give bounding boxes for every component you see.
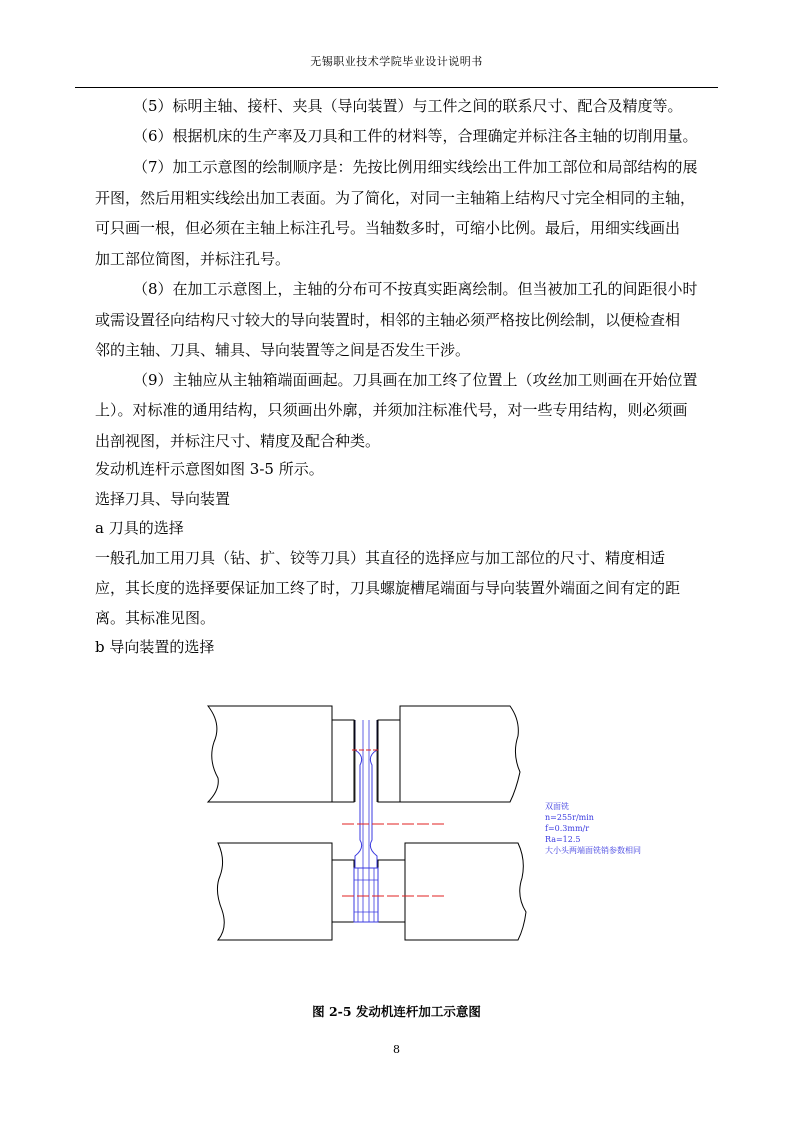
lower-right-guide xyxy=(378,860,405,922)
text-line: （9）主轴应从主轴箱端面画起。刀具画在加工终了位置上（攻丝加工则画在开始位置 xyxy=(133,371,698,389)
machining-note: 双面铣 xyxy=(545,802,569,811)
upper-left-block xyxy=(208,706,332,802)
machining-note: n=255r/min xyxy=(545,813,594,822)
text-line: 出剖视图，并标注尺寸、精度及配合种类。 xyxy=(95,432,381,450)
text-line: 一般孔加工用刀具（钻、扩、铰等刀具）其直径的选择应与加工部位的尺寸、精度相适 xyxy=(95,549,666,567)
text-line: 应，其长度的选择要保证加工终了时，刀具螺旋槽尾端面与导向装置外端面之间有定的距 xyxy=(95,579,681,597)
text-line: （7）加工示意图的绘制顺序是：先按比例用细实线绘出工件加工部位和局部结构的展 xyxy=(133,158,698,176)
text-line: 离。其标准见图。 xyxy=(95,609,216,627)
machining-note: Ra=12.5 xyxy=(545,835,581,844)
text-line: 邻的主轴、刀具、辅具、导向装置等之间是否发生干涉。 xyxy=(95,341,471,359)
text-line: 开图，然后用粗实线绘出加工表面。为了简化，对同一主轴箱上结构尺寸完全相同的主轴， xyxy=(95,189,696,207)
page-number: 8 xyxy=(393,1043,400,1056)
figure-caption: 图 2-5 发动机连杆加工示意图 xyxy=(312,1004,481,1019)
text-line: 加工部位简图，并标注孔号。 xyxy=(95,250,291,268)
text-line: （8）在加工示意图上，主轴的分布可不按真实距离绘制。但当被加工孔的间距很小时 xyxy=(133,280,698,298)
text-line: 发动机连杆示意图如图 3-5 所示。 xyxy=(95,460,324,478)
header-rule xyxy=(75,87,718,88)
lower-right-block xyxy=(405,843,526,940)
text-line: 上）。对标准的通用结构，只须画出外廓，并须加注标准代号，对一些专用结构，则必须画 xyxy=(95,401,688,419)
subsection-heading: a 刀具的选择 xyxy=(95,519,184,537)
text-line: （5）标明主轴、接杆、夹具（导向装置）与工件之间的联系尺寸、配合及精度等。 xyxy=(133,97,683,115)
machining-note: 大小头两端面铣销参数相同 xyxy=(545,846,641,855)
connecting-rod-diagram xyxy=(200,690,530,960)
lower-left-guide xyxy=(332,860,354,922)
lower-left-block xyxy=(217,843,332,940)
text-line: 或需设置径向结构尺寸较大的导向装置时，相邻的主轴必须严格按比例绘制，以便检查相 xyxy=(95,311,681,329)
upper-left-guide xyxy=(332,720,354,802)
page-header: 无锡职业技术学院毕业设计说明书 xyxy=(310,55,483,68)
upper-right-block xyxy=(400,706,520,802)
machining-note: f=0.3mm/r xyxy=(545,824,590,833)
section-heading: 选择刀具、导向装置 xyxy=(95,490,231,508)
upper-right-guide xyxy=(378,720,400,802)
rod-shank xyxy=(355,720,377,868)
text-line: 可只画一根，但必须在主轴上标注孔号。当轴数多时，可缩小比例。最后，用细实线画出 xyxy=(95,219,681,237)
subsection-heading: b 导向装置的选择 xyxy=(95,638,215,656)
text-line: （6）根据机床的生产率及刀具和工件的材料等，合理确定并标注各主轴的切削用量。 xyxy=(133,127,698,145)
